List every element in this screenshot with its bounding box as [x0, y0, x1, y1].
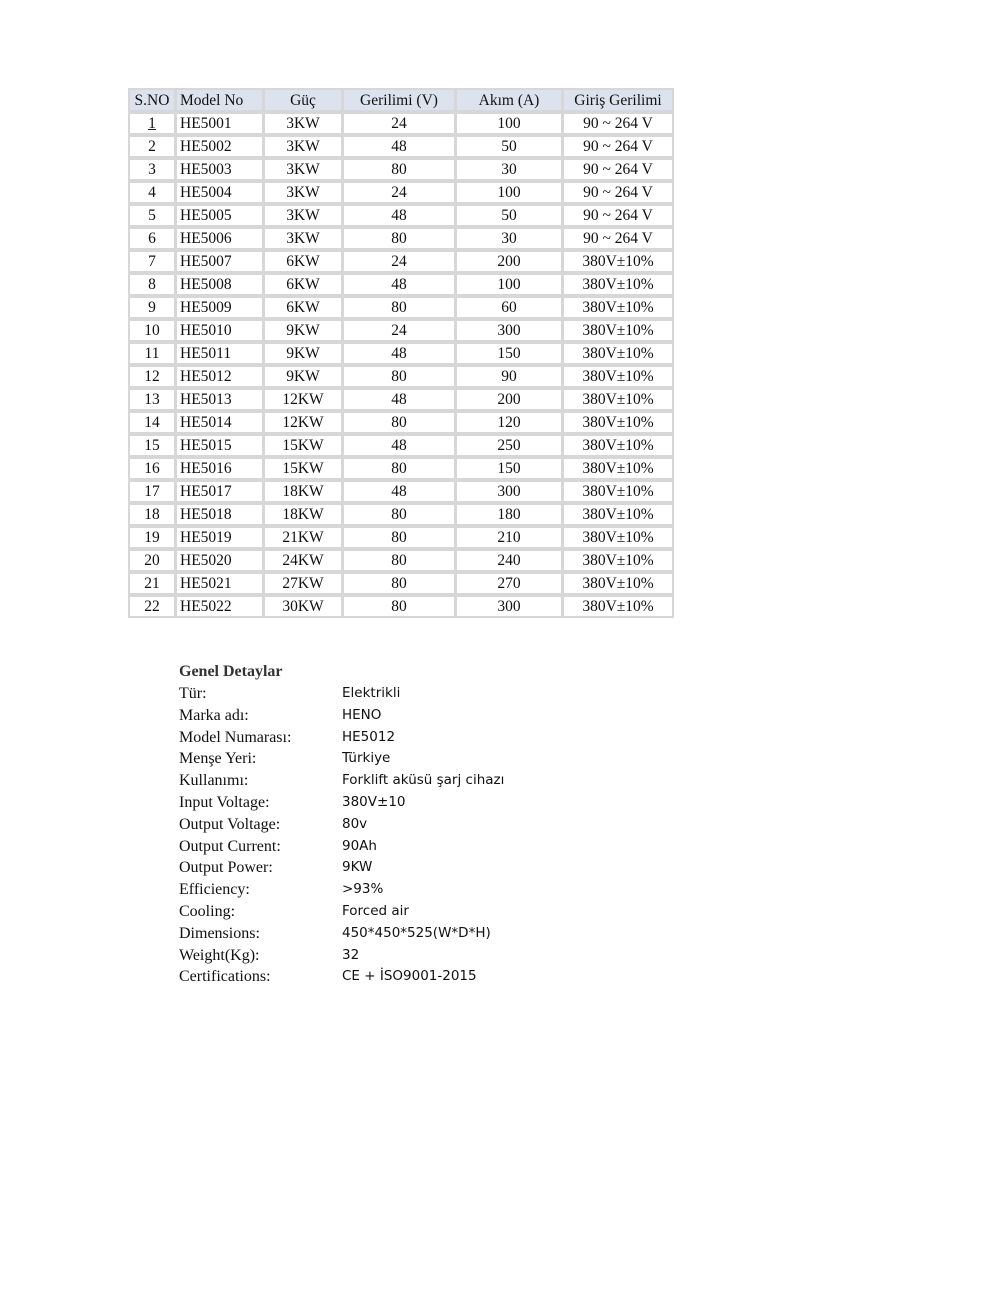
cell-input-voltage: 90 ~ 264 V	[564, 114, 672, 137]
cell-current: 300	[457, 482, 564, 505]
table-body	[130, 114, 672, 616]
cell-model: HE5011	[177, 344, 265, 367]
cell-model: HE5006	[177, 229, 265, 252]
detail-label: Output Power:	[179, 859, 273, 877]
cell-input-voltage: 90 ~ 264 V	[564, 206, 672, 229]
cell-input-voltage: 380V±10%	[564, 275, 672, 298]
cell-power: 9KW	[265, 367, 344, 390]
cell-input-voltage: 380V±10%	[564, 390, 672, 413]
cell-input-voltage: 380V±10%	[564, 459, 672, 482]
table-row	[130, 206, 672, 229]
cell-voltage: 24	[344, 183, 457, 206]
cell-sno: 1	[130, 114, 177, 137]
table-row	[130, 505, 672, 528]
detail-label: Weight(Kg):	[179, 946, 260, 964]
cell-voltage: 48	[344, 137, 457, 160]
cell-input-voltage: 380V±10%	[564, 436, 672, 459]
detail-label: Marka adı:	[179, 706, 249, 724]
cell-model: HE5009	[177, 298, 265, 321]
table-row	[130, 413, 672, 436]
cell-sno: 22	[130, 597, 177, 616]
detail-row	[179, 727, 504, 749]
cell-current: 150	[457, 459, 564, 482]
cell-power: 24KW	[265, 551, 344, 574]
cell-sno: 17	[130, 482, 177, 505]
cell-sno: 18	[130, 505, 177, 528]
cell-input-voltage: 380V±10%	[564, 298, 672, 321]
cell-power: 18KW	[265, 482, 344, 505]
general-details	[179, 662, 504, 988]
table-row	[130, 275, 672, 298]
detail-value: 90Ah	[342, 837, 377, 854]
cell-model: HE5018	[177, 505, 265, 528]
cell-voltage: 80	[344, 160, 457, 183]
cell-power: 9KW	[265, 344, 344, 367]
table-row	[130, 459, 672, 482]
detail-row	[179, 879, 504, 901]
cell-input-voltage: 380V±10%	[564, 482, 672, 505]
cell-input-voltage: 380V±10%	[564, 413, 672, 436]
detail-row	[179, 836, 504, 858]
cell-power: 6KW	[265, 252, 344, 275]
detail-row	[179, 705, 504, 727]
cell-sno: 16	[130, 459, 177, 482]
cell-current: 300	[457, 597, 564, 616]
cell-model: HE5001	[177, 114, 265, 137]
cell-voltage: 48	[344, 275, 457, 298]
cell-voltage: 48	[344, 436, 457, 459]
cell-voltage: 48	[344, 390, 457, 413]
cell-model: HE5013	[177, 390, 265, 413]
column-header-current: Akım (A)	[457, 90, 564, 114]
column-header-model: Model No	[177, 90, 265, 114]
cell-current: 60	[457, 298, 564, 321]
detail-value: >93%	[342, 881, 384, 898]
cell-input-voltage: 90 ~ 264 V	[564, 229, 672, 252]
table-row	[130, 229, 672, 252]
detail-value: HENO	[342, 706, 382, 723]
cell-sno: 12	[130, 367, 177, 390]
cell-sno: 20	[130, 551, 177, 574]
detail-row	[179, 945, 504, 967]
cell-power: 3KW	[265, 206, 344, 229]
cell-model: HE5007	[177, 252, 265, 275]
detail-row	[179, 748, 504, 770]
table-row	[130, 551, 672, 574]
cell-voltage: 80	[344, 413, 457, 436]
cell-power: 6KW	[265, 275, 344, 298]
detail-row	[179, 966, 504, 988]
table-row	[130, 137, 672, 160]
column-header-power: Güç	[265, 90, 344, 114]
table-row	[130, 482, 672, 505]
cell-input-voltage: 90 ~ 264 V	[564, 137, 672, 160]
spec-table	[128, 88, 674, 618]
cell-power: 3KW	[265, 114, 344, 137]
cell-voltage: 80	[344, 551, 457, 574]
cell-sno: 6	[130, 229, 177, 252]
cell-power: 12KW	[265, 413, 344, 436]
detail-row	[179, 792, 504, 814]
detail-value: 32	[342, 946, 360, 963]
cell-voltage: 80	[344, 505, 457, 528]
detail-row	[179, 923, 504, 945]
detail-value: Türkiye	[342, 750, 391, 767]
cell-sno: 8	[130, 275, 177, 298]
cell-voltage: 80	[344, 597, 457, 616]
cell-voltage: 24	[344, 114, 457, 137]
cell-current: 200	[457, 252, 564, 275]
cell-current: 30	[457, 160, 564, 183]
cell-current: 30	[457, 229, 564, 252]
cell-input-voltage: 380V±10%	[564, 344, 672, 367]
cell-sno: 3	[130, 160, 177, 183]
cell-model: HE5015	[177, 436, 265, 459]
cell-model: HE5008	[177, 275, 265, 298]
detail-label: Output Voltage:	[179, 815, 281, 833]
cell-power: 15KW	[265, 459, 344, 482]
cell-model: HE5021	[177, 574, 265, 597]
cell-power: 21KW	[265, 528, 344, 551]
table-row	[130, 367, 672, 390]
detail-label: Output Current:	[179, 837, 281, 855]
cell-sno: 4	[130, 183, 177, 206]
detail-row	[179, 770, 504, 792]
cell-power: 9KW	[265, 321, 344, 344]
cell-input-voltage: 380V±10%	[564, 321, 672, 344]
cell-model: HE5016	[177, 459, 265, 482]
detail-label: Model Numarası:	[179, 728, 292, 746]
cell-model: HE5003	[177, 160, 265, 183]
cell-input-voltage: 90 ~ 264 V	[564, 183, 672, 206]
table-row	[130, 390, 672, 413]
detail-row	[179, 814, 504, 836]
cell-model: HE5014	[177, 413, 265, 436]
cell-sno: 2	[130, 137, 177, 160]
detail-label: Efficiency:	[179, 881, 250, 899]
detail-value: HE5012	[342, 728, 396, 745]
cell-model: HE5010	[177, 321, 265, 344]
detail-value: 9KW	[342, 859, 373, 876]
table-row	[130, 298, 672, 321]
cell-power: 18KW	[265, 505, 344, 528]
cell-model: HE5017	[177, 482, 265, 505]
cell-sno: 19	[130, 528, 177, 551]
table-row	[130, 252, 672, 275]
cell-model: HE5005	[177, 206, 265, 229]
detail-value: 80v	[342, 815, 368, 832]
detail-value: 450*450*525(W*D*H)	[342, 924, 491, 941]
column-header-voltage: Gerilimi (V)	[344, 90, 457, 114]
cell-input-voltage: 90 ~ 264 V	[564, 160, 672, 183]
cell-voltage: 80	[344, 459, 457, 482]
detail-value: Elektrikli	[342, 685, 401, 701]
cell-current: 210	[457, 528, 564, 551]
cell-sno: 9	[130, 298, 177, 321]
cell-power: 6KW	[265, 298, 344, 321]
table-row	[130, 114, 672, 137]
detail-label: Dimensions:	[179, 924, 260, 942]
detail-label: Kullanımı:	[179, 772, 249, 790]
cell-voltage: 48	[344, 482, 457, 505]
cell-sno: 15	[130, 436, 177, 459]
cell-current: 120	[457, 413, 564, 436]
column-header-input-voltage: Giriş Gerilimi	[564, 90, 672, 114]
cell-voltage: 48	[344, 206, 457, 229]
cell-power: 3KW	[265, 160, 344, 183]
detail-label: Tür:	[179, 685, 207, 702]
cell-voltage: 80	[344, 367, 457, 390]
cell-input-voltage: 380V±10%	[564, 367, 672, 390]
cell-model: HE5022	[177, 597, 265, 616]
cell-power: 27KW	[265, 574, 344, 597]
cell-current: 200	[457, 390, 564, 413]
table-row	[130, 528, 672, 551]
cell-power: 12KW	[265, 390, 344, 413]
table-row	[130, 321, 672, 344]
detail-value: Forklift aküsü şarj cihazı	[342, 772, 505, 789]
cell-input-voltage: 380V±10%	[564, 505, 672, 528]
detail-label: Cooling:	[179, 902, 236, 920]
cell-input-voltage: 380V±10%	[564, 252, 672, 275]
table-row	[130, 436, 672, 459]
table-row	[130, 597, 672, 616]
cell-voltage: 24	[344, 321, 457, 344]
cell-input-voltage: 380V±10%	[564, 551, 672, 574]
cell-power: 3KW	[265, 183, 344, 206]
cell-power: 30KW	[265, 597, 344, 616]
cell-current: 100	[457, 114, 564, 137]
cell-voltage: 80	[344, 298, 457, 321]
cell-current: 240	[457, 551, 564, 574]
cell-sno: 14	[130, 413, 177, 436]
cell-model: HE5020	[177, 551, 265, 574]
detail-value: Forced air	[342, 902, 409, 919]
table-row	[130, 160, 672, 183]
cell-input-voltage: 380V±10%	[564, 597, 672, 616]
cell-power: 3KW	[265, 229, 344, 252]
detail-row	[179, 901, 504, 923]
cell-model: HE5002	[177, 137, 265, 160]
cell-voltage: 80	[344, 229, 457, 252]
details-list	[179, 683, 504, 988]
detail-row	[179, 857, 504, 879]
table-row	[130, 574, 672, 597]
table-row	[130, 183, 672, 206]
cell-sno: 10	[130, 321, 177, 344]
cell-input-voltage: 380V±10%	[564, 574, 672, 597]
cell-sno: 5	[130, 206, 177, 229]
table-header-row	[130, 90, 672, 114]
cell-sno: 7	[130, 252, 177, 275]
detail-label: Menşe Yeri:	[179, 750, 257, 768]
detail-row	[179, 683, 504, 705]
cell-model: HE5004	[177, 183, 265, 206]
cell-model: HE5019	[177, 528, 265, 551]
details-title: Genel Detaylar	[179, 663, 283, 680]
detail-label: Certifications:	[179, 968, 271, 986]
cell-current: 300	[457, 321, 564, 344]
cell-voltage: 24	[344, 252, 457, 275]
cell-current: 150	[457, 344, 564, 367]
column-header-sno: S.NO	[130, 90, 177, 114]
detail-label: Input Voltage:	[179, 793, 270, 811]
cell-current: 250	[457, 436, 564, 459]
cell-voltage: 48	[344, 344, 457, 367]
cell-sno: 13	[130, 390, 177, 413]
cell-current: 180	[457, 505, 564, 528]
cell-model: HE5012	[177, 367, 265, 390]
cell-input-voltage: 380V±10%	[564, 528, 672, 551]
cell-sno: 21	[130, 574, 177, 597]
cell-power: 3KW	[265, 137, 344, 160]
cell-current: 270	[457, 574, 564, 597]
cell-current: 50	[457, 206, 564, 229]
cell-voltage: 80	[344, 574, 457, 597]
cell-current: 100	[457, 183, 564, 206]
cell-voltage: 80	[344, 528, 457, 551]
cell-power: 15KW	[265, 436, 344, 459]
detail-value: 380V±10	[342, 793, 406, 810]
cell-current: 50	[457, 137, 564, 160]
cell-current: 90	[457, 367, 564, 390]
table-row	[130, 344, 672, 367]
cell-current: 100	[457, 275, 564, 298]
detail-value: CE + İSO9001-2015	[342, 968, 477, 985]
cell-sno: 11	[130, 344, 177, 367]
